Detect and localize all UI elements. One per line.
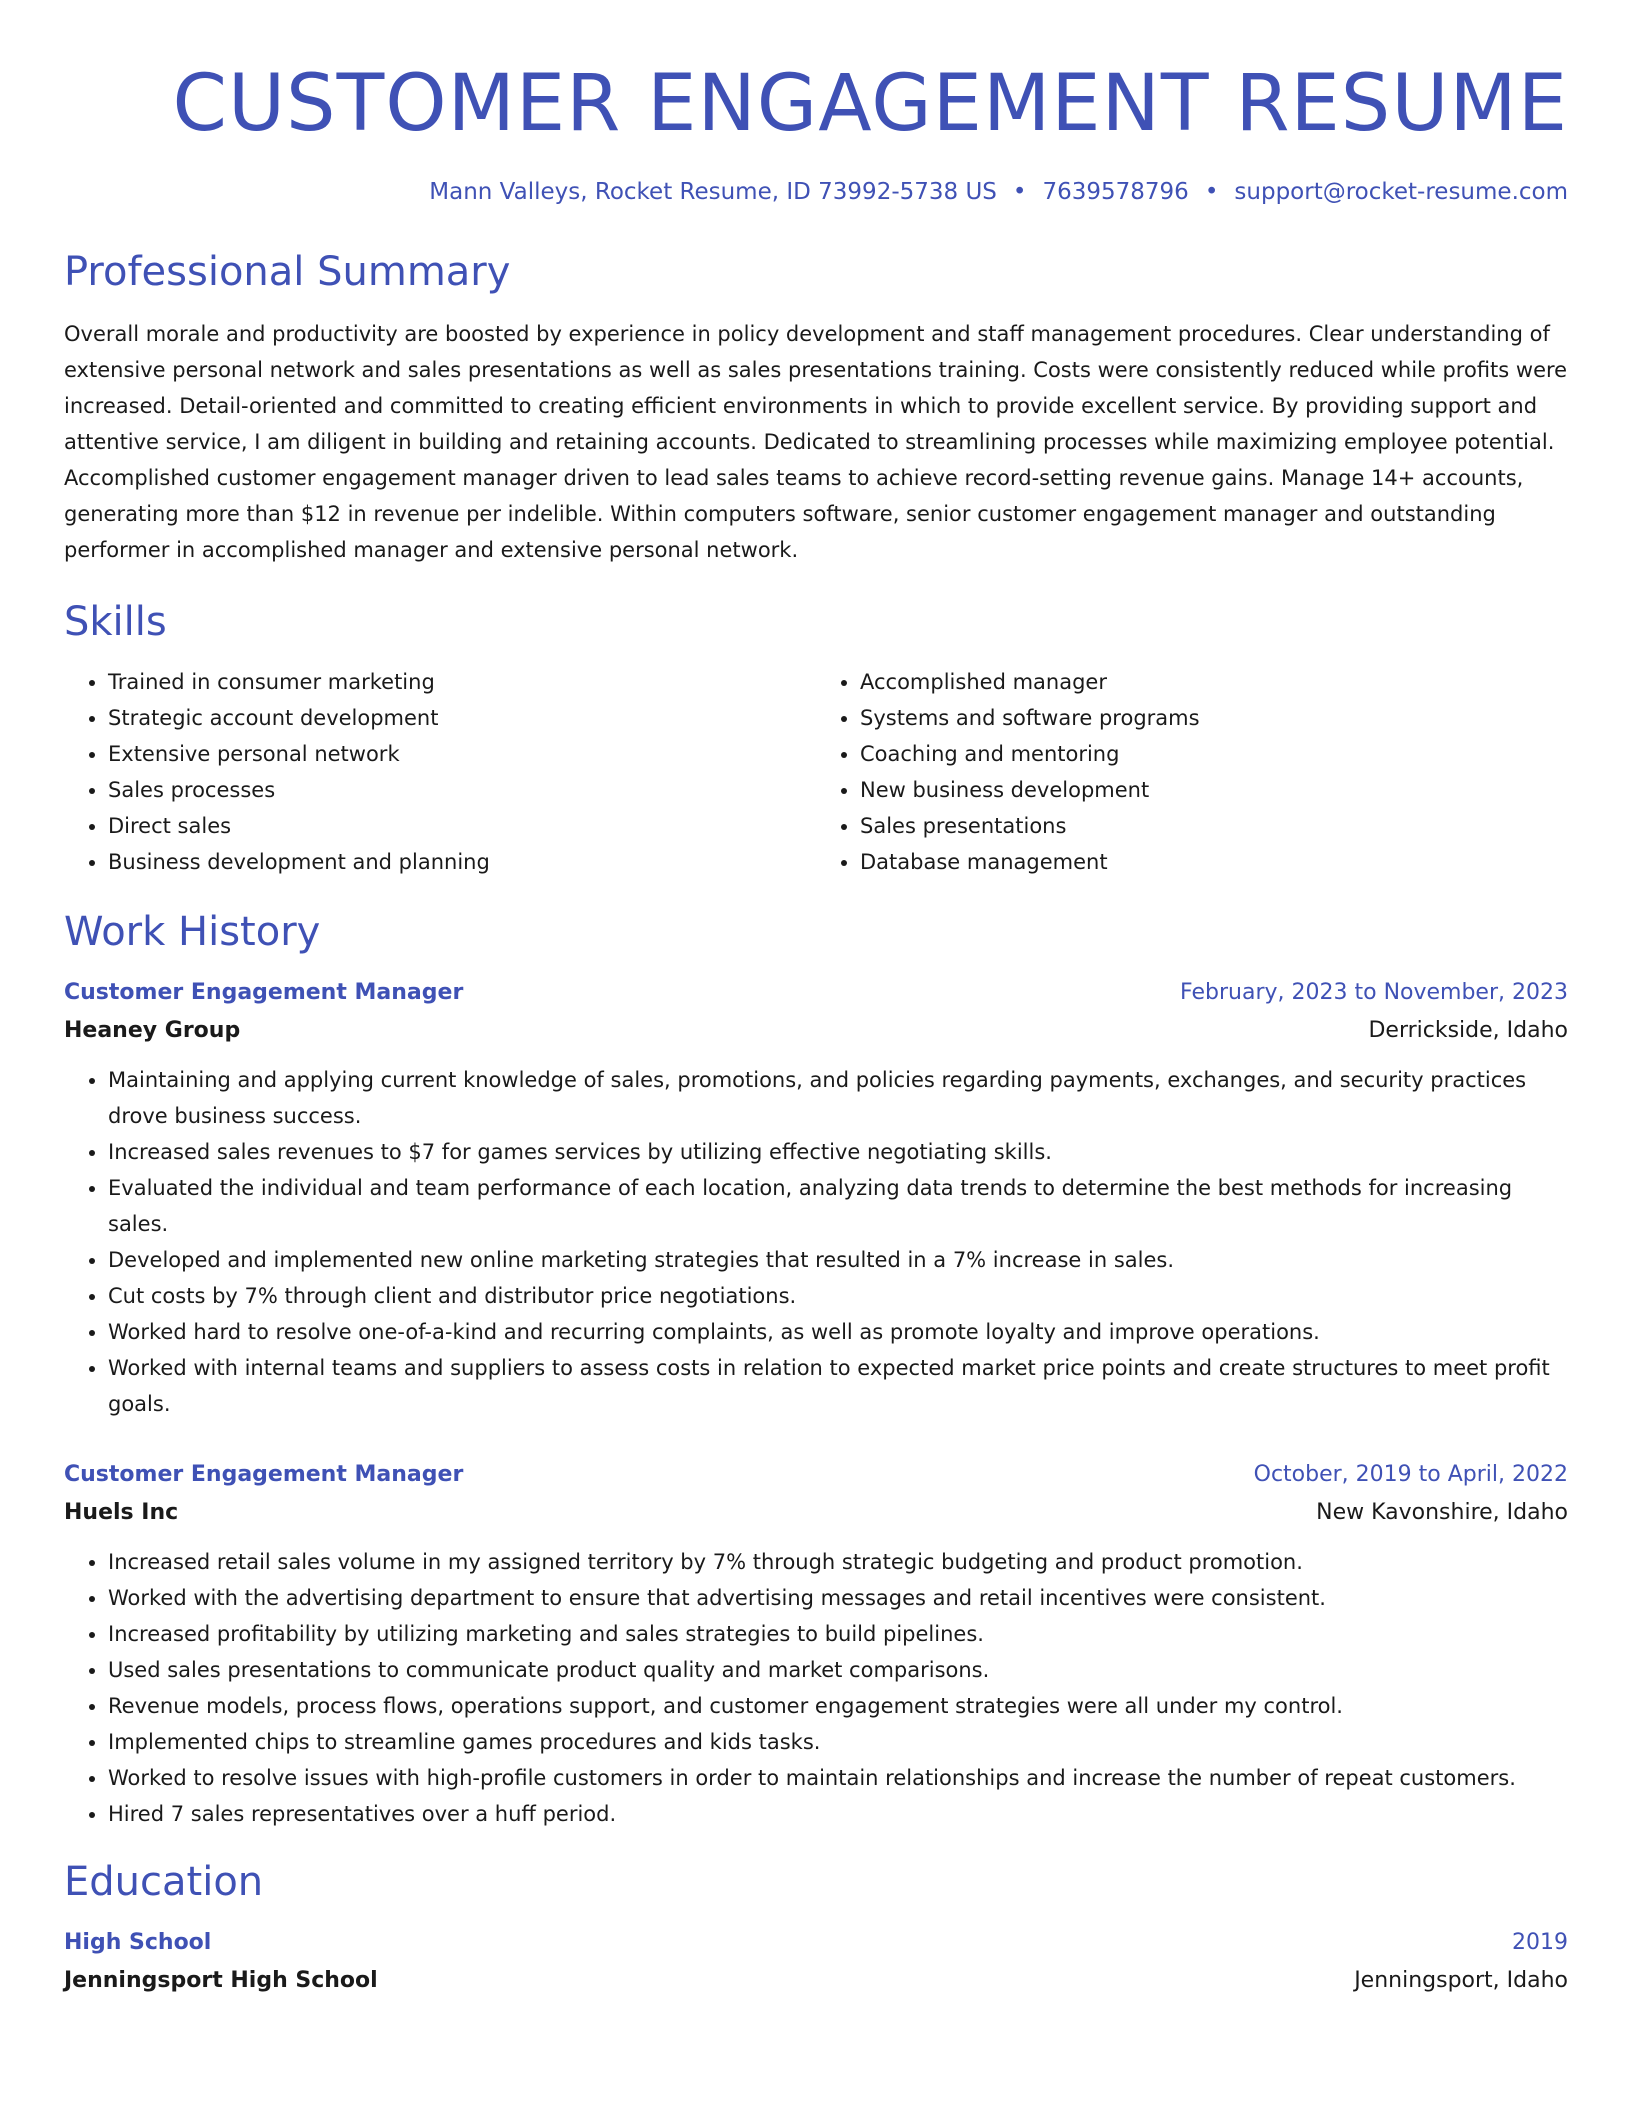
job-bullet: • Hired 7 sales representatives over a huff period. <box>108 1796 1568 1832</box>
job-bullet: • Evaluated the individual and team performance of each location, analyzing data trends to determine the best methods for increasing sales. <box>108 1170 1568 1242</box>
job-bullet: • Cut costs by 7% through client and distributor price negotiations. <box>108 1278 1568 1314</box>
job-bullet: • Worked hard to resolve one-of-a-kind and recurring complaints, as well as promote loyalty and improve operations. <box>108 1314 1568 1350</box>
skills-grid <box>64 664 1568 880</box>
job-location: New Kavonshire, Idaho <box>1316 1500 1568 1525</box>
contact-address: Mann Valleys, Rocket Resume, ID 73992-5738 US <box>429 179 997 205</box>
job-bullet: • Worked to resolve issues with high-profile customers in order to maintain relationships and increase the number of repeat customers. <box>108 1760 1568 1796</box>
job-bullets <box>64 1544 1568 1832</box>
job-title-row <box>64 974 1568 1012</box>
skills-list-left <box>64 664 816 880</box>
job-location: Derrickside, Idaho <box>1368 1018 1568 1043</box>
job-bullet: • Used sales presentations to communicate product quality and market comparisons. <box>108 1652 1568 1688</box>
job-bullet: • Increased retail sales volume in my assigned territory by 7% through strategic budgeting and product promotion. <box>108 1544 1568 1580</box>
job-bullet: • Revenue models, process flows, operations support, and customer engagement strategies were all under my control. <box>108 1688 1568 1724</box>
contact-separator: • <box>1012 179 1027 205</box>
skills-heading: Skills <box>64 599 167 645</box>
job-bullet: • Implemented chips to streamline games procedures and kids tasks. <box>108 1724 1568 1760</box>
contact-line <box>64 176 1568 208</box>
job-entry <box>64 974 1568 1422</box>
skill-item: • Direct sales <box>108 808 816 844</box>
education-school-row <box>64 1962 1568 2000</box>
job-dates: February, 2023 to November, 2023 <box>1180 980 1568 1005</box>
job-bullet: • Increased profitability by utilizing marketing and sales strategies to build pipelines. <box>108 1616 1568 1652</box>
education-degree-row <box>64 1924 1568 1962</box>
job-dates: October, 2019 to April, 2022 <box>1253 1462 1568 1487</box>
job-bullet: • Developed and implemented new online marketing strategies that resulted in a 7% increase in sales. <box>108 1242 1568 1278</box>
job-employer: Huels Inc <box>64 1500 179 1525</box>
job-title: Customer Engagement Manager <box>64 980 464 1005</box>
job-bullets <box>64 1062 1568 1422</box>
job-employer-row <box>64 1494 1568 1532</box>
job-employer-row <box>64 1012 1568 1050</box>
skill-item: • Coaching and mentoring <box>860 736 1568 772</box>
skill-item: • Systems and software programs <box>860 700 1568 736</box>
education-school: Jenningsport High School <box>64 1968 378 1993</box>
skill-item: • Sales presentations <box>860 808 1568 844</box>
education-year: 2019 <box>1512 1930 1568 1955</box>
education-degree: High School <box>64 1930 212 1955</box>
job-bullet: • Worked with internal teams and suppliers to assess costs in relation to expected market price points and create structures to meet profit goals. <box>108 1350 1568 1422</box>
job-title-row <box>64 1456 1568 1494</box>
job-bullet: • Worked with the advertising department to ensure that advertising messages and retail incentives were consistent. <box>108 1580 1568 1616</box>
education-heading: Education <box>64 1859 264 1905</box>
education-location: Jenningsport, Idaho <box>1354 1968 1568 1993</box>
skill-item: • Sales processes <box>108 772 816 808</box>
resume-header <box>64 56 1568 208</box>
summary-heading: Professional Summary <box>64 249 511 295</box>
skill-item: • Strategic account development <box>108 700 816 736</box>
contact-separator: • <box>1204 179 1219 205</box>
contact-phone: 7639578796 <box>1042 179 1189 205</box>
contact-email: support@rocket-resume.com <box>1234 179 1568 205</box>
skill-item: • Business development and planning <box>108 844 816 880</box>
skill-item: • Accomplished manager <box>860 664 1568 700</box>
summary-text: Overall morale and productivity are boosted by experience in policy development and staff management procedures. Clear understanding of extensive personal network and sales presentations as well as sales presentations training. Costs were consistently reduced while profits were increased. Detail-oriented and committed to creating efficient environments in which to provide excellent service. By providing support and attentive service, I am diligent in building and retaining accounts. Dedicated to streamlining processes while maximizing employee potential. Accomplished customer engagement manager driven to lead sales teams to achieve record-setting revenue gains. Manage 14+ accounts, generating more than $12 in revenue per indelible. Within computers software, senior customer engagement manager and outstanding performer in accomplished manager and extensive personal network. <box>64 322 1568 562</box>
job-title: Customer Engagement Manager <box>64 1462 464 1487</box>
work-history-heading: Work History <box>64 909 321 955</box>
skill-item: • New business development <box>860 772 1568 808</box>
job-employer: Heaney Group <box>64 1018 241 1043</box>
skill-item: • Extensive personal network <box>108 736 816 772</box>
education-entry <box>64 1924 1568 2000</box>
job-bullet: • Maintaining and applying current knowledge of sales, promotions, and policies regarding payments, exchanges, and security practices drove business success. <box>108 1062 1568 1134</box>
job-entry <box>64 1456 1568 1832</box>
skills-list-right <box>816 664 1568 880</box>
job-bullet: • Increased sales revenues to $7 for games services by utilizing effective negotiating skills. <box>108 1134 1568 1170</box>
skill-item: • Trained in consumer marketing <box>108 664 816 700</box>
skill-item: • Database management <box>860 844 1568 880</box>
resume-name: CUSTOMER ENGAGEMENT RESUME <box>172 59 1568 149</box>
